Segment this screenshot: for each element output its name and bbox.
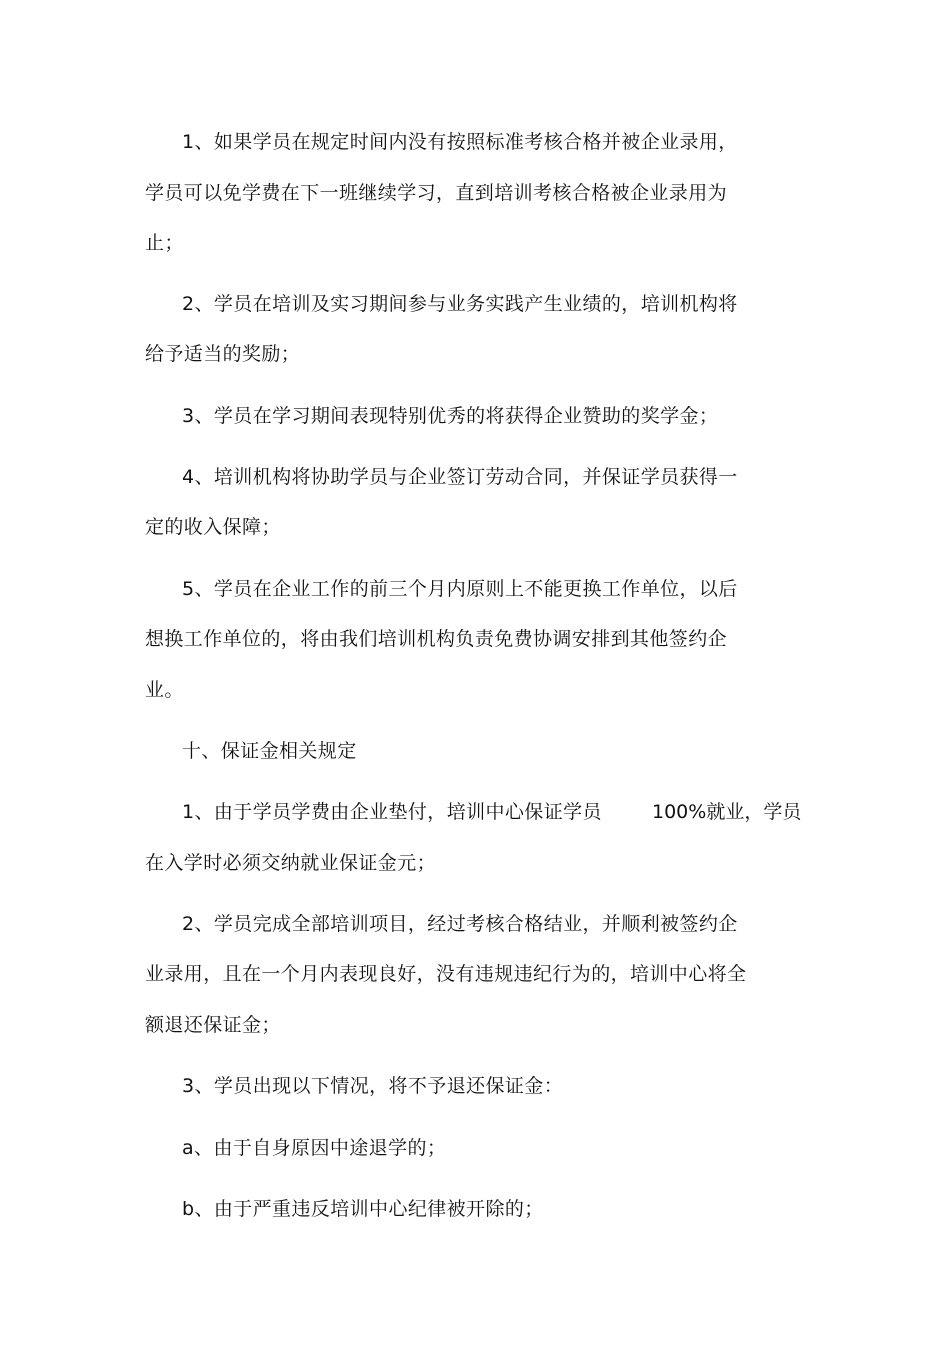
list-item: b、由于严重违反培训中心纪律被开除的； [182,1198,544,1220]
paragraph-line: 在入学时必须交纳就业保证金元； [145,852,437,874]
paragraph-line: 学员可以免学费在下一班继续学习，直到培训考核合格被企业录用为 [145,182,728,204]
section-heading: 十、保证金相关规定 [182,740,357,762]
paragraph-line: 止； [145,232,184,254]
paragraph-line: 2、学员在培训及实习期间参与业务实践产生业绩的，培训机构将 [182,293,738,315]
paragraph-line: 4、培训机构将协助学员与企业签订劳动合同，并保证学员获得一 [182,466,738,488]
paragraph-line: 3、学员出现以下情况，将不予退还保证金： [182,1075,564,1097]
paragraph-line: 给予适当的奖励； [145,343,301,365]
paragraph-line: 定的收入保障； [145,516,281,538]
paragraph-line: 5、学员在企业工作的前三个月内原则上不能更换工作单位，以后 [182,578,738,600]
paragraph-line: 3、学员在学习期间表现特别优秀的将获得企业赞助的奖学金； [182,405,719,427]
paragraph-line: 1、由于学员学费由企业垫付，培训中心保证学员 [182,801,602,823]
paragraph-line-fragment: 100%就业，学员 [652,801,802,823]
paragraph-line: 想换工作单位的，将由我们培训机构负责免费协调安排到其他签约企 [145,628,728,650]
paragraph-line: 业。 [145,679,184,701]
paragraph-line: 2、学员完成全部培训项目，经过考核合格结业，并顺利被签约企 [182,913,738,935]
paragraph-line: 1、如果学员在规定时间内没有按照标准考核合格并被企业录用， [182,131,738,153]
list-item: a、由于自身原因中途退学的； [182,1137,447,1159]
paragraph-line: 业录用，且在一个月内表现良好，没有违规违纪行为的，培训中心将全 [145,963,747,985]
paragraph-line: 额退还保证金； [145,1014,281,1036]
